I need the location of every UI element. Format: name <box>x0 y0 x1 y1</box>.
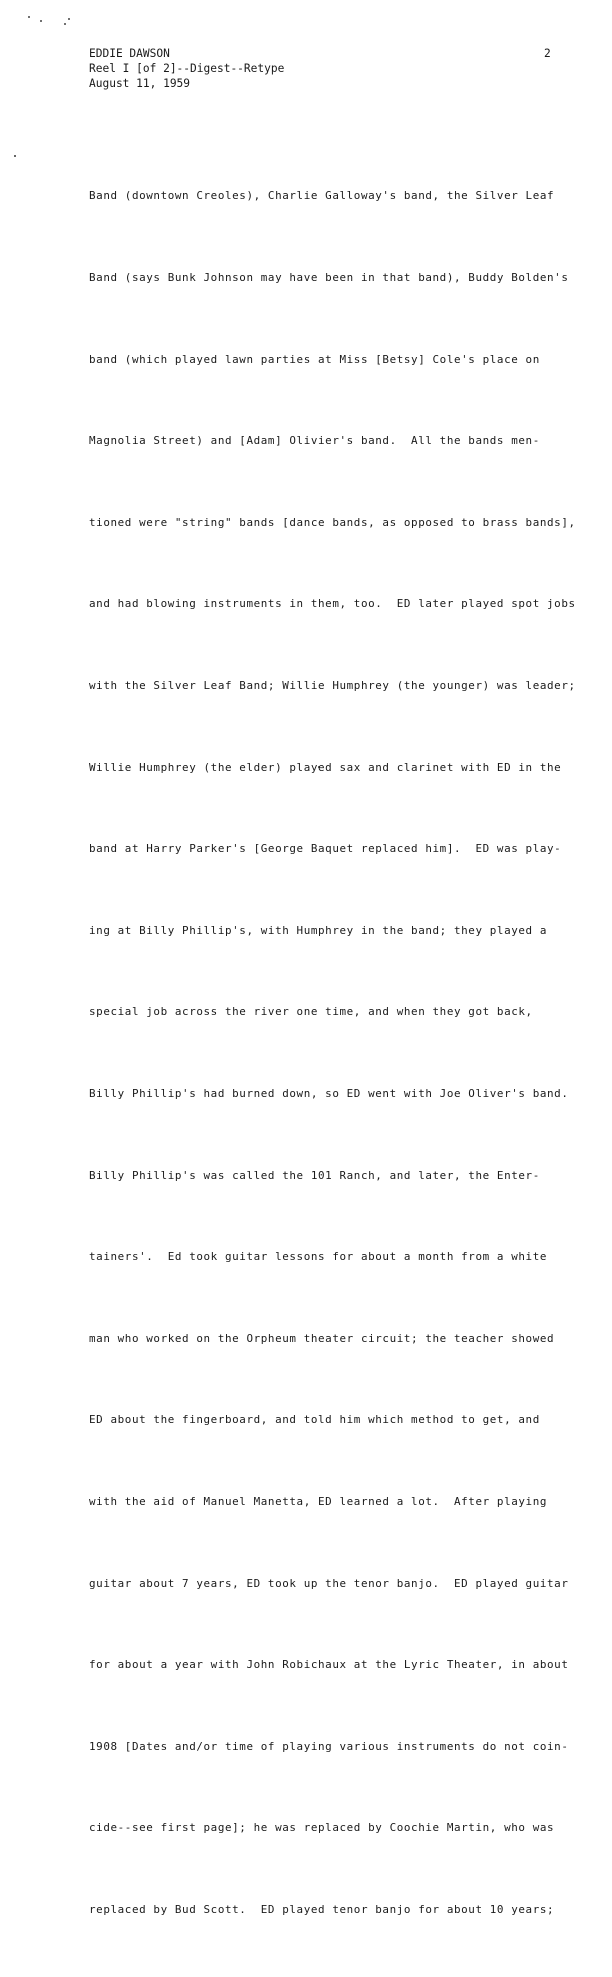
text-line: Magnolia Street) and [Adam] Olivier's band. All the bands men- <box>89 434 540 448</box>
reel-info: Reel I [of 2]--Digest--Retype <box>89 62 285 75</box>
text-line: replaced by Bud Scott. ED played tenor banjo for about 10 years; <box>89 1902 555 1916</box>
text-line: special job across the river one time, and when they got back, <box>89 1005 533 1019</box>
text-line: cide--see first page]; he was replaced by Coochie Martin, who was <box>89 1821 555 1835</box>
text-line: tainers'. Ed took guitar lessons for about a month from a white <box>89 1250 548 1264</box>
speck <box>68 18 70 20</box>
text-line: Band (downtown Creoles), Charlie Galloway's band, the Silver Leaf <box>89 189 555 203</box>
speck <box>28 16 30 18</box>
text-line: 1908 [Dates and/or time of playing various instruments do not coin- <box>89 1739 569 1753</box>
document-header <box>89 46 284 91</box>
text-line: Willie Humphrey (the elder) played sax and clarinet with ED in the <box>89 760 562 774</box>
scan-specks <box>28 14 88 34</box>
text-line: for about a year with John Robichaux at the Lyric Theater, in about <box>89 1658 569 1672</box>
text-line: Billy Phillip's was called the 101 Ranch, and later, the Enter- <box>89 1168 540 1182</box>
text-line: man who worked on the Orpheum theater circuit; the teacher showed <box>89 1331 555 1345</box>
page-number: 2 <box>544 47 551 60</box>
text-line: Band (says Bunk Johnson may have been in that band), Buddy Bolden's <box>89 271 569 284</box>
text-line: ing at Billy Phillip's, with Humphrey in the band; they played a <box>89 923 548 937</box>
speck <box>40 20 42 22</box>
text-line: and had blowing instruments in them, too. ED later played spot jobs <box>89 597 576 611</box>
text-line: with the Silver Leaf Band; Willie Humphrey (the younger) was leader; <box>89 678 576 692</box>
text-line: with the aid of Manuel Manetta, ED learned a lot. After playing <box>89 1494 548 1508</box>
margin-mark <box>14 155 16 157</box>
text-line: guitar about 7 years, ED took up the tenor banjo. ED played guitar <box>89 1576 569 1590</box>
text-line: tioned were "string" bands [dance bands, as opposed to brass bands], <box>89 515 576 529</box>
text-line: ED about the fingerboard, and told him which method to get, and <box>89 1413 540 1427</box>
text-line: band at Harry Parker's [George Baquet replaced him]. ED was play- <box>89 842 562 856</box>
interview-date: August 11, 1959 <box>89 77 191 90</box>
interviewee-name: EDDIE DAWSON <box>89 47 170 60</box>
body-text <box>89 128 599 1977</box>
text-line: Billy Phillip's had burned down, so ED went with Joe Oliver's band. <box>89 1086 569 1100</box>
text-line: band (which played lawn parties at Miss [Betsy] Cole's place on <box>89 352 540 366</box>
speck <box>64 23 66 25</box>
